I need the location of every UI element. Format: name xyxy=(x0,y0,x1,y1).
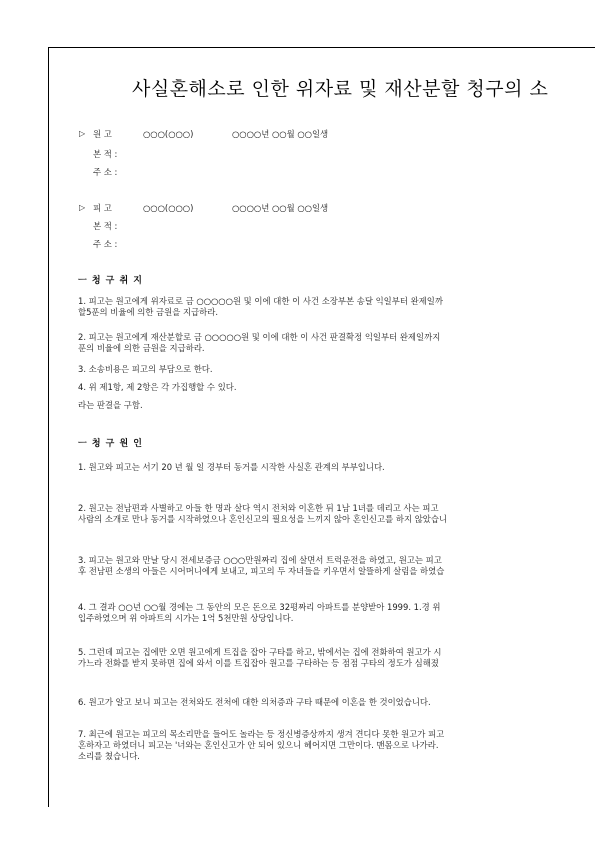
claim-cause-line: 사람의 소개로 만나 동거를 시작하였으나 혼인신고의 필요성을 느끼지 않아 혼인신고를 하지 않았습니 xyxy=(78,514,448,524)
claim-cause-line: 7. 최근에 원고는 피고의 목소리만을 들어도 놀라는 등 정신병증상까지 생겨 견디다 못한 원고가 피고 xyxy=(78,729,445,739)
claim-cause-heading: ㅡ 청 구 원 인 xyxy=(78,439,144,449)
defendant-label: 피 고 xyxy=(93,203,112,213)
plaintiff-label: 원 고 xyxy=(93,129,112,139)
claim-cause-line: 1. 원고와 피고는 서기 20 년 월 일 경부터 동거를 시작한 사실혼 관계의 부부입니다. xyxy=(78,462,385,472)
claim-purpose-line: 푼의 비율에 의한 금원을 지급하라. xyxy=(78,343,205,353)
defendant-domicile-label: 본 적 : xyxy=(93,221,118,231)
claim-cause-line: 소리를 쳤습니다. xyxy=(78,751,140,761)
claim-purpose-heading: ㅡ 청 구 취 지 xyxy=(78,276,144,286)
plaintiff-domicile-label: 본 적 : xyxy=(93,149,118,159)
defendant-marker-icon: ▷ xyxy=(79,203,86,212)
claim-cause-line: 후 전남편 소생의 아들은 시어머니에게 보내고, 피고의 두 자녀들을 키우면서 알뜰하게 살림을 하였습 xyxy=(78,566,445,576)
claim-purpose-line: 할5푼의 비율에 의한 금원을 지급하라. xyxy=(78,307,218,317)
claim-purpose-line: 2. 피고는 원고에게 재산분할로 금 ○○○○○원 및 이에 대한 이 사건 판결확정 익일부터 완제일까지 xyxy=(78,332,441,342)
plaintiff-marker-icon: ▷ xyxy=(79,129,86,138)
plaintiff-address-label: 주 소 : xyxy=(93,167,118,177)
claim-cause-line: 혼하자고 하였더니 피고는 '너와는 혼인신고가 안 되어 있으니 헤어지면 그만이다. 맨몸으로 나가라. xyxy=(78,740,439,750)
claim-purpose-line: 1. 피고는 원고에게 위자료로 금 ○○○○○원 및 이에 대한 이 사건 소장부본 송달 익일부터 완제일까 xyxy=(78,296,443,306)
document-title: 사실혼해소로 인한 위자료 및 재산분할 청구의 소 xyxy=(132,78,549,100)
claim-purpose-line: 4. 위 제1항, 제 2항은 각 가집행할 수 있다. xyxy=(78,382,237,392)
claim-cause-line: 4. 그 결과 ○○년 ○○월 경에는 그 동안의 모은 돈으로 32평짜리 아파트를 분양받아 1999. 1.경 위 xyxy=(78,602,441,612)
claim-cause-line: 6. 원고가 알고 보니 피고는 전처와도 전처에 대한 의처증과 구타 때문에 이혼을 한 것이었습니다. xyxy=(78,697,431,707)
claim-purpose-line: 라는 판결을 구함. xyxy=(78,400,143,410)
claim-cause-line: 입주하였으며 위 아파트의 시가는 1억 5천만원 상당입니다. xyxy=(78,613,294,623)
claim-cause-line: 3. 피고는 원고와 만날 당시 전세보증금 ○○○만원짜리 집에 살면서 트럭운전을 하였고, 원고는 피고 xyxy=(78,555,442,565)
defendant-birth: ○○○○년 ○○월 ○○일생 xyxy=(232,203,329,213)
claim-cause-line: 5. 그런데 피고는 집에만 오면 원고에게 트집을 잡아 구타를 하고, 밖에서는 집에 전화하여 원고가 시 xyxy=(78,647,442,657)
claim-purpose-line: 3. 소송비용은 피고의 부담으로 한다. xyxy=(78,364,213,374)
plaintiff-birth: ○○○○년 ○○월 ○○일생 xyxy=(232,129,329,139)
defendant-address-label: 주 소 : xyxy=(93,239,118,249)
left-border-line xyxy=(48,47,49,807)
plaintiff-name: ○○○(○○○) xyxy=(143,129,194,139)
defendant-name: ○○○(○○○) xyxy=(143,203,194,213)
claim-cause-line: 2. 원고는 전남편과 사별하고 아들 한 명과 살다 역시 전처와 이혼한 뒤 1남 1녀를 데리고 사는 피고 xyxy=(78,503,439,513)
top-border-line xyxy=(48,47,595,48)
claim-cause-line: 가느라 전화를 받지 못하면 집에 와서 이를 트집잡아 원고를 구타하는 등 점점 구타의 정도가 심해졌 xyxy=(78,658,439,668)
